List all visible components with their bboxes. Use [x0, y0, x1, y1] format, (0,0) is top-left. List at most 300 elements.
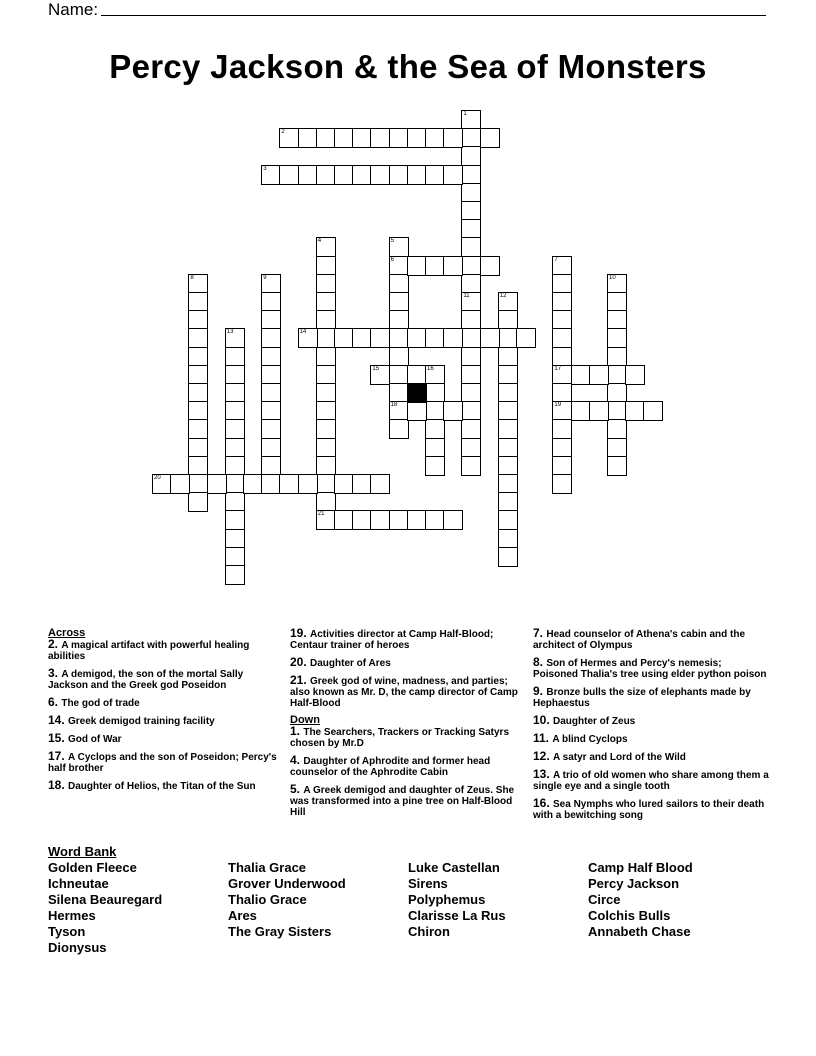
grid-cell[interactable]: [261, 383, 281, 403]
grid-cell[interactable]: [498, 456, 518, 476]
word-bank-item: Golden Fleece: [48, 860, 137, 875]
across-clue: [290, 675, 526, 709]
clue-text: Daughter of Ares: [310, 658, 391, 669]
grid-cell[interactable]: [552, 292, 572, 312]
grid-cell[interactable]: [261, 347, 281, 367]
grid-cell[interactable]: [480, 128, 500, 148]
page-title: Percy Jackson & the Sea of Monsters: [109, 48, 707, 85]
grid-cell[interactable]: [607, 419, 627, 439]
clue-text: Son of Hermes and Percy's nemesis; Poisoned Thalia's tree using elder python poison: [533, 658, 767, 680]
grid-cell[interactable]: [552, 401, 572, 421]
grid-cell[interactable]: [407, 365, 427, 385]
grid-cell[interactable]: [261, 456, 281, 476]
grid-cell[interactable]: [316, 401, 336, 421]
grid-cell[interactable]: [389, 256, 409, 276]
grid-cell[interactable]: [261, 365, 281, 385]
clue-number: 14: [299, 329, 307, 336]
grid-cell[interactable]: [589, 401, 609, 421]
grid-cell[interactable]: [498, 328, 518, 348]
grid-cell[interactable]: [552, 438, 572, 458]
grid-cell[interactable]: [607, 310, 627, 330]
word-bank-item: Thalia Grace: [228, 860, 307, 875]
clue-number: 16: [427, 365, 434, 372]
word-bank-item: Chiron: [408, 924, 450, 939]
grid-cell[interactable]: [389, 419, 409, 439]
clue-text: Sea Nymphs who lured sailors to their death with a bewitching song: [533, 799, 765, 821]
clue-num: 12.: [533, 749, 554, 763]
grid-cell[interactable]: [225, 401, 245, 421]
word-bank-item: Ichneutae: [48, 876, 109, 891]
grid-cell[interactable]: [498, 492, 518, 512]
clue-text: The god of trade: [61, 698, 140, 709]
grid-cell[interactable]: [225, 347, 245, 367]
grid-cell[interactable]: [316, 128, 336, 148]
grid-cell[interactable]: [407, 128, 427, 148]
clue-text: A blind Cyclops: [552, 734, 628, 745]
grid-cell[interactable]: [188, 292, 208, 312]
grid-cell[interactable]: [461, 201, 481, 221]
word-bank-item: Clarisse La Rus: [408, 908, 506, 923]
grid-cell[interactable]: [261, 274, 281, 294]
grid-cell[interactable]: [188, 310, 208, 330]
clue-text: A Greek demigod and daughter of Zeus. She was transformed into a pine tree on Half-Blood Hill: [290, 785, 515, 818]
grid-cell[interactable]: [516, 328, 536, 348]
clue-number: 3: [263, 165, 267, 172]
clue-text: A satyr and Lord of the Wild: [553, 752, 686, 763]
clue-text: Greek god of wine, madness, and parties; also known as Mr. D, the camp director of Camp Half-Blood: [290, 676, 518, 709]
grid-cell[interactable]: [316, 310, 336, 330]
down-clue: [533, 657, 769, 680]
grid-cell[interactable]: [571, 401, 591, 421]
word-bank-item: Sirens: [408, 876, 448, 891]
grid-cell[interactable]: [607, 456, 627, 476]
word-bank-item: Grover Underwood: [228, 876, 346, 891]
clue-text: The Searchers, Trackers or Tracking Satyrs chosen by Mr.D: [290, 727, 510, 749]
grid-cell[interactable]: [461, 110, 481, 130]
clue-num: 18.: [48, 778, 69, 792]
grid-cell[interactable]: [407, 510, 427, 530]
grid-cell[interactable]: [316, 365, 336, 385]
grid-cell[interactable]: [298, 165, 318, 185]
grid-cell[interactable]: [225, 383, 245, 403]
clue-text: Activities director at Camp Half-Blood; Centaur trainer of heroes: [290, 629, 494, 651]
grid-cell[interactable]: [279, 165, 299, 185]
word-bank-column-3: [408, 860, 506, 940]
clue-number: 15: [372, 365, 380, 372]
word-bank-item: Camp Half Blood: [588, 860, 693, 875]
grid-cell[interactable]: [389, 383, 409, 403]
down-clue: [533, 686, 769, 709]
clue-num: 16.: [533, 796, 554, 810]
grid-cell[interactable]: [334, 328, 354, 348]
grid-cell[interactable]: [461, 328, 481, 348]
down-clue: [533, 715, 769, 727]
across-heading: Across: [48, 627, 86, 639]
across-clue: [48, 697, 284, 709]
grid-cell[interactable]: [607, 274, 627, 294]
grid-cell[interactable]: [425, 365, 445, 385]
grid-cell[interactable]: [461, 128, 481, 148]
grid-cell[interactable]: [225, 547, 245, 567]
clue-number: 1: [463, 111, 467, 117]
grid-cell[interactable]: [352, 510, 372, 530]
clue-number: 2: [281, 129, 285, 136]
grid-cell[interactable]: [425, 128, 445, 148]
grid-cell[interactable]: [461, 310, 481, 330]
grid-cell[interactable]: [498, 401, 518, 421]
grid-cell[interactable]: [261, 328, 281, 348]
grid-cell[interactable]: [188, 419, 208, 439]
grid-cell[interactable]: [407, 328, 427, 348]
grid-cell[interactable]: [498, 510, 518, 530]
clue-num: 14.: [48, 713, 69, 727]
grid-cell[interactable]: [261, 419, 281, 439]
down-heading: Down: [290, 714, 320, 726]
grid-cell[interactable]: [188, 383, 208, 403]
clue-number: 10: [609, 274, 616, 281]
grid-cell[interactable]: [207, 474, 227, 494]
grid-cell[interactable]: [552, 456, 572, 476]
grid-cell[interactable]: [188, 274, 208, 294]
grid-cell[interactable]: [389, 510, 409, 530]
across-clue: [48, 715, 284, 727]
name-label: Name:: [48, 0, 99, 19]
grid-cell[interactable]: [261, 401, 281, 421]
clue-num: 20.: [290, 655, 311, 669]
grid-cell[interactable]: [461, 401, 481, 421]
grid-cell[interactable]: [461, 365, 481, 385]
grid-cell[interactable]: [188, 347, 208, 367]
grid-cell[interactable]: [552, 274, 572, 294]
grid-cell[interactable]: [316, 438, 336, 458]
clue-text: Daughter of Helios, the Titan of the Sun: [68, 781, 256, 792]
grid-cell[interactable]: [389, 237, 409, 257]
grid-cell[interactable]: [389, 328, 409, 348]
grid-cell[interactable]: [607, 383, 627, 403]
clue-text: Head counselor of Athena's cabin and the architect of Olympus: [533, 629, 746, 651]
grid-cell[interactable]: [316, 165, 336, 185]
clue-number: 13: [226, 329, 234, 336]
grid-cell[interactable]: [461, 274, 481, 294]
grid-cell[interactable]: [225, 565, 245, 585]
grid-cell[interactable]: [607, 292, 627, 312]
clue-num: 4.: [290, 753, 304, 767]
grid-cell[interactable]: [225, 419, 245, 439]
clue-num: 6.: [48, 695, 62, 709]
grid-cell[interactable]: [425, 401, 445, 421]
grid-cell[interactable]: [298, 128, 318, 148]
grid-cell[interactable]: [334, 128, 354, 148]
clue-text: A trio of old women who share among them a single eye and a single tooth: [533, 770, 769, 792]
grid-cell[interactable]: [225, 529, 245, 549]
clue-text: Bronze bulls the size of elephants made by Hephaestus: [533, 687, 751, 709]
grid-cell[interactable]: [334, 165, 354, 185]
down-clue: [533, 751, 769, 763]
grid-cell[interactable]: [261, 292, 281, 312]
grid-cell[interactable]: [552, 474, 572, 494]
grid-cell[interactable]: [316, 419, 336, 439]
grid-cell[interactable]: [152, 474, 172, 494]
grid-cell[interactable]: [607, 347, 627, 367]
grid-cell[interactable]: [407, 401, 427, 421]
grid-cell[interactable]: [407, 256, 427, 276]
grid-cell[interactable]: [498, 347, 518, 367]
grid-cell[interactable]: [461, 419, 481, 439]
grid-cell[interactable]: [188, 401, 208, 421]
grid-cell[interactable]: [188, 456, 208, 476]
clue-num: 5.: [290, 782, 304, 796]
grid-cell[interactable]: [389, 274, 409, 294]
grid-cell[interactable]: [188, 492, 208, 512]
grid-cell[interactable]: [552, 347, 572, 367]
grid-cell[interactable]: [261, 438, 281, 458]
grid-cell[interactable]: [643, 401, 663, 421]
grid-cell[interactable]: [316, 474, 336, 494]
grid-cell[interactable]: [188, 365, 208, 385]
grid-cell[interactable]: [279, 474, 299, 494]
clue-num: 19.: [290, 626, 311, 640]
grid-cell[interactable]: [261, 165, 281, 185]
grid-cell[interactable]: [352, 474, 372, 494]
grid-cell[interactable]: [498, 438, 518, 458]
grid-cell[interactable]: [498, 383, 518, 403]
grid-cell[interactable]: [461, 256, 481, 276]
grid-cell[interactable]: [498, 310, 518, 330]
clue-text: A magical artifact with powerful healing abilities: [48, 640, 250, 662]
clue-number: 19: [554, 402, 562, 409]
word-bank-item: Luke Castellan: [408, 860, 500, 875]
down-clue: [290, 726, 526, 749]
grid-cell[interactable]: [316, 510, 336, 530]
grid-cell[interactable]: [461, 183, 481, 203]
grid-cell[interactable]: [443, 128, 463, 148]
grid-cell[interactable]: [298, 474, 318, 494]
clue-number: 4: [317, 238, 322, 245]
clue-number: 9: [263, 274, 267, 281]
grid-cell[interactable]: [316, 492, 336, 512]
grid-cell[interactable]: [461, 383, 481, 403]
clue-text: Greek demigod training facility: [68, 716, 215, 727]
across-clue: [48, 733, 284, 745]
clue-number: 8: [190, 274, 194, 281]
grid-cell[interactable]: [316, 256, 336, 276]
grid-cell[interactable]: [425, 165, 445, 185]
grid-cell[interactable]: [461, 292, 481, 312]
clue-num: 3.: [48, 666, 62, 680]
clue-num: 7.: [533, 626, 547, 640]
grid-cell[interactable]: [243, 474, 263, 494]
grid-cell[interactable]: [188, 474, 208, 494]
grid-cell[interactable]: [607, 401, 627, 421]
clue-num: 8.: [533, 655, 547, 669]
word-bank-item: Percy Jackson: [588, 876, 680, 891]
grid-cell[interactable]: [407, 165, 427, 185]
grid-cell[interactable]: [352, 165, 372, 185]
grid-cell[interactable]: [498, 547, 518, 567]
grid-cell[interactable]: [443, 165, 463, 185]
across-clue: [290, 628, 526, 651]
down-clue: [533, 628, 769, 651]
clues-column-2: [290, 628, 526, 824]
grid-cell[interactable]: [625, 365, 645, 385]
grid-cell[interactable]: [352, 328, 372, 348]
grid-cell[interactable]: [389, 310, 409, 330]
grid-cell[interactable]: [316, 274, 336, 294]
grid-cell[interactable]: [461, 438, 481, 458]
clue-text: God of War: [68, 734, 122, 745]
grid-cell[interactable]: [461, 456, 481, 476]
grid-cell[interactable]: [279, 128, 299, 148]
grid-cell[interactable]: [316, 292, 336, 312]
word-bank-column-4: [588, 860, 693, 940]
grid-cell[interactable]: [389, 165, 409, 185]
grid-cell[interactable]: [498, 365, 518, 385]
grid-cell[interactable]: [225, 474, 245, 494]
word-bank-column-1: [48, 860, 162, 956]
grid-cell[interactable]: [370, 128, 390, 148]
grid-cell[interactable]: [425, 510, 445, 530]
grid-cell[interactable]: [461, 347, 481, 367]
grid-cell[interactable]: [425, 419, 445, 439]
grid-cell[interactable]: [607, 438, 627, 458]
clue-num: 21.: [290, 673, 311, 687]
clue-num: 15.: [48, 731, 69, 745]
grid-cell[interactable]: [225, 510, 245, 530]
clue-number: 7: [554, 256, 558, 263]
clue-number: 20: [154, 475, 161, 481]
grid-cell[interactable]: [571, 365, 591, 385]
grid-cell[interactable]: [425, 456, 445, 476]
across-clue: [48, 639, 284, 662]
clue-number: 11: [463, 293, 470, 299]
word-bank-item: Polyphemus: [408, 892, 486, 907]
word-bank-item: Hermes: [48, 908, 96, 923]
grid-cell[interactable]: [188, 328, 208, 348]
grid-cell[interactable]: [425, 256, 445, 276]
grid-cell[interactable]: [425, 438, 445, 458]
grid-cell[interactable]: [461, 146, 481, 166]
grid-cell[interactable]: [225, 438, 245, 458]
grid-cell[interactable]: [170, 474, 190, 494]
grid-cell[interactable]: [334, 510, 354, 530]
grid-cell[interactable]: [298, 328, 318, 348]
grid-cell[interactable]: [188, 438, 208, 458]
clue-num: 9.: [533, 684, 547, 698]
down-clue: [533, 733, 769, 745]
grid-cell[interactable]: [316, 383, 336, 403]
blocked-cell: [407, 383, 427, 403]
word-bank-item: Annabeth Chase: [588, 924, 691, 939]
grid-cell[interactable]: [225, 492, 245, 512]
word-bank-item: The Gray Sisters: [228, 924, 332, 939]
grid-cell[interactable]: [370, 510, 390, 530]
grid-cell[interactable]: [389, 292, 409, 312]
down-clue: [290, 784, 526, 818]
grid-cell[interactable]: [589, 365, 609, 385]
clue-number: 12: [499, 293, 507, 299]
across-clue: [48, 668, 284, 691]
grid-cell[interactable]: [552, 256, 572, 276]
down-clue: [290, 755, 526, 778]
clue-num: 10.: [533, 713, 554, 727]
grid-cell[interactable]: [370, 165, 390, 185]
clue-number: 17: [554, 365, 562, 372]
down-clue: [533, 798, 769, 821]
grid-cell[interactable]: [389, 128, 409, 148]
down-clue: [533, 769, 769, 792]
grid-cell[interactable]: [225, 365, 245, 385]
grid-cell[interactable]: [261, 310, 281, 330]
grid-cell[interactable]: [370, 365, 390, 385]
word-bank-item: Thalio Grace: [228, 892, 307, 907]
clue-num: 13.: [533, 767, 554, 781]
grid-cell[interactable]: [316, 237, 336, 257]
grid-cell[interactable]: [225, 328, 245, 348]
grid-cell[interactable]: [461, 237, 481, 257]
grid-cell[interactable]: [316, 347, 336, 367]
grid-cell[interactable]: [552, 328, 572, 348]
grid-cell[interactable]: [316, 328, 336, 348]
grid-cell[interactable]: [498, 474, 518, 494]
grid-cell[interactable]: [389, 347, 409, 367]
across-clue: [48, 751, 284, 774]
grid-cell[interactable]: [389, 365, 409, 385]
grid-cell[interactable]: [425, 383, 445, 403]
grid-cell[interactable]: [552, 419, 572, 439]
grid-cell[interactable]: [552, 383, 572, 403]
grid-cell[interactable]: [480, 256, 500, 276]
clues-column-3: [533, 628, 769, 827]
grid-cell[interactable]: [480, 328, 500, 348]
grid-cell[interactable]: [461, 219, 481, 239]
clue-text: Daughter of Aphrodite and former head counselor of the Aphrodite Cabin: [290, 756, 491, 778]
grid-cell[interactable]: [389, 401, 409, 421]
clue-text: A demigod, the son of the mortal Sally Jackson and the Greek god Poseidon: [48, 669, 244, 691]
word-bank-item: Dionysus: [48, 940, 107, 955]
word-bank-column-2: [228, 860, 346, 940]
grid-cell[interactable]: [461, 165, 481, 185]
grid-cell[interactable]: [425, 328, 445, 348]
across-clue: [48, 780, 284, 792]
clue-number: 6: [390, 256, 394, 263]
grid-cell[interactable]: [552, 365, 572, 385]
grid-cell[interactable]: [443, 510, 463, 530]
grid-cell[interactable]: [443, 401, 463, 421]
grid-cell[interactable]: [498, 292, 518, 312]
grid-cell[interactable]: [316, 456, 336, 476]
clues-column-1: [48, 628, 284, 798]
word-bank-item: Colchis Bulls: [588, 908, 671, 923]
grid-cell[interactable]: [498, 529, 518, 549]
clue-number: 18: [390, 402, 398, 409]
grid-cell[interactable]: [498, 419, 518, 439]
grid-cell[interactable]: [261, 474, 281, 494]
clue-number: 5: [390, 238, 394, 245]
grid-cell[interactable]: [607, 328, 627, 348]
grid-cell[interactable]: [443, 256, 463, 276]
grid-cell[interactable]: [352, 128, 372, 148]
grid-cell[interactable]: [552, 310, 572, 330]
grid-cell[interactable]: [607, 365, 627, 385]
grid-cell[interactable]: [625, 401, 645, 421]
clue-num: 1.: [290, 724, 304, 738]
grid-cell[interactable]: [225, 456, 245, 476]
grid-cell[interactable]: [443, 328, 463, 348]
grid-cell[interactable]: [334, 474, 354, 494]
grid-cell[interactable]: [370, 474, 390, 494]
across-clue: [290, 657, 526, 669]
grid-cell[interactable]: [370, 328, 390, 348]
